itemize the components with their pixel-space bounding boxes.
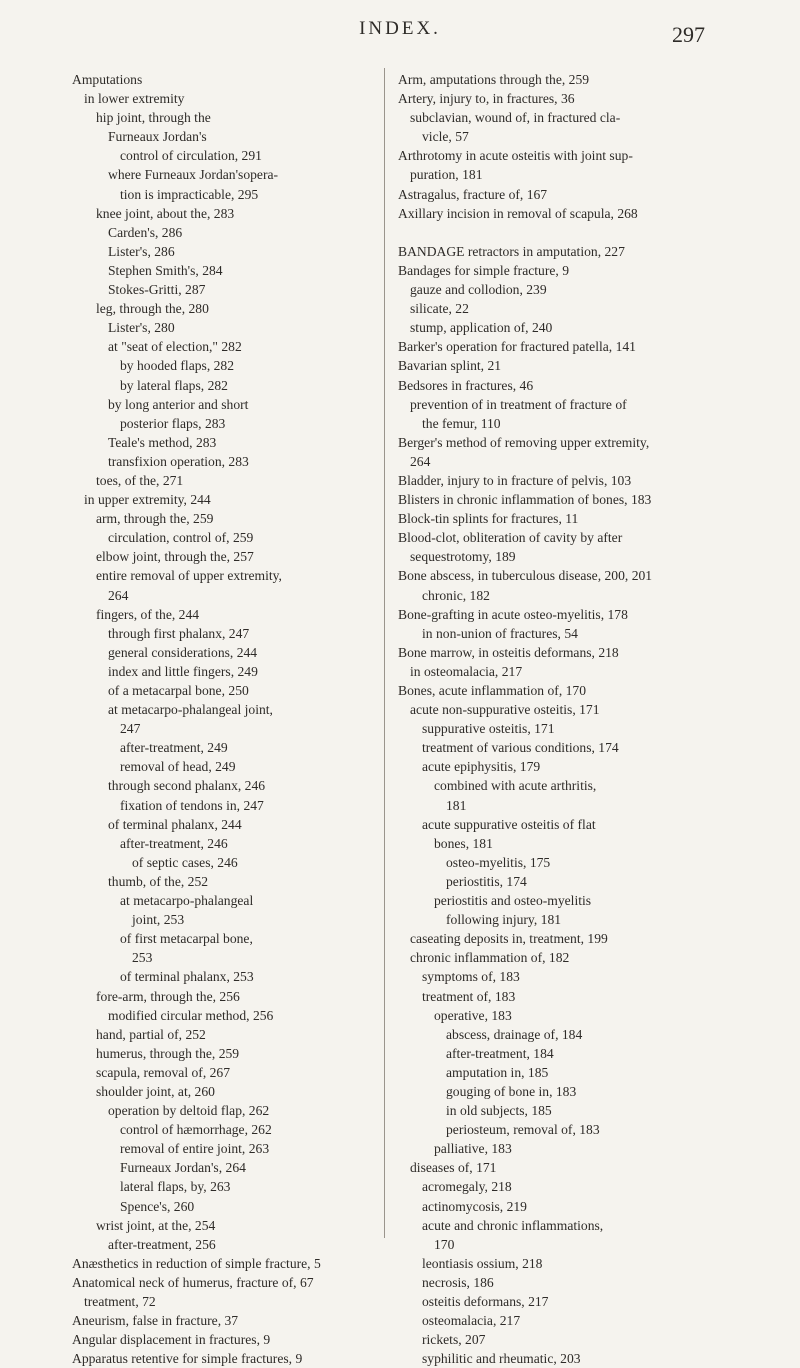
index-entry: in osteomalacia, 217 [410, 663, 523, 679]
index-entry: control of hæmorrhage, 262 [120, 1122, 272, 1138]
index-entry: leontiasis ossium, 218 [422, 1255, 543, 1271]
index-entry: by hooded flaps, 282 [120, 358, 235, 374]
index-entry: transfixion operation, 283 [108, 453, 249, 469]
index-entry: acromegaly, 218 [422, 1179, 512, 1195]
index-entry: 181 [446, 797, 467, 813]
index-entry: acute and chronic inflammations, [422, 1217, 604, 1233]
index-entry: Lister's, 286 [108, 243, 175, 259]
index-entry: Stephen Smith's, 284 [108, 262, 223, 278]
index-entry: toes, of the, 271 [96, 472, 184, 488]
index-entry: tion is impracticable, 295 [120, 186, 259, 202]
page-number: 297 [672, 22, 705, 47]
index-entry: Teale's method, 283 [108, 434, 217, 450]
index-entry: 264 [410, 453, 431, 469]
index-entry: general considerations, 244 [108, 644, 258, 660]
index-entry: of terminal phalanx, 253 [120, 969, 254, 985]
index-entry: Arm, amputations through the, 259 [398, 72, 590, 87]
index-entry: periostitis, 174 [446, 873, 527, 889]
index-entry: 170 [434, 1236, 455, 1252]
index-entry: prevention of in treatment of fracture of [410, 396, 627, 412]
index-entry: osteomalacia, 217 [422, 1313, 521, 1329]
index-entry: of first metacarpal bone, [120, 931, 253, 947]
index-entry: fore-arm, through the, 256 [96, 988, 240, 1004]
index-entry: periosteum, removal of, 183 [446, 1122, 600, 1138]
index-entry: sequestrotomy, 189 [410, 549, 516, 565]
index-entry: syphilitic and rheumatic, 203 [422, 1351, 581, 1367]
index-entry: scapula, removal of, 267 [96, 1064, 231, 1080]
index-entry: subclavian, wound of, in fractured cla- [410, 110, 621, 126]
index-entry: silicate, 22 [410, 301, 469, 317]
index-entry: after-treatment, 184 [446, 1045, 554, 1061]
index-entry: osteitis deformans, 217 [422, 1294, 549, 1309]
index-entry: elbow joint, through the, 257 [96, 549, 254, 565]
index-entry: thumb, of the, 252 [108, 873, 209, 889]
index-entry: chronic inflammation of, 182 [410, 950, 570, 966]
index-entry: treatment of, 183 [422, 988, 516, 1004]
index-entry: Bavarian splint, 21 [398, 358, 502, 374]
index-entry: hip joint, through the [96, 110, 211, 126]
index-entry: by long anterior and short [108, 396, 249, 412]
index-entry: the femur, 110 [422, 415, 501, 431]
index-entry: Blisters in chronic inflammation of bones, 183 [398, 492, 652, 508]
index-entry: joint, 253 [132, 912, 185, 928]
index-entry: in non-union of fractures, 54 [422, 625, 578, 641]
index-entry: humerus, through the, 259 [96, 1045, 240, 1061]
index-entry: amputation in, 185 [446, 1064, 549, 1080]
index-entry: suppurative osteitis, 171 [422, 721, 555, 737]
index-entry: 264 [108, 587, 129, 603]
index-entry: Bandages for simple fracture, 9 [398, 262, 569, 278]
index-entry: entire removal of upper extremity, [96, 568, 282, 584]
index-entry: stump, application of, 240 [410, 320, 553, 336]
index-entry: Arthrotomy in acute osteitis with joint sup- [398, 148, 633, 164]
index-entry: fixation of tendons in, 247 [120, 797, 264, 813]
index-entry: of terminal phalanx, 244 [108, 816, 242, 832]
index-entry: Axillary incision in removal of scapula, 268 [398, 205, 638, 221]
index-entry: Bedsores in fractures, 46 [398, 377, 534, 393]
index-entry: by lateral flaps, 282 [120, 377, 228, 393]
index-entry: knee joint, about the, 283 [96, 205, 235, 221]
index-entry: following injury, 181 [446, 912, 562, 928]
index-entry: Astragalus, fracture of, 167 [398, 186, 548, 202]
index-entry: after-treatment, 246 [120, 835, 228, 851]
index-entry: after-treatment, 249 [120, 740, 228, 756]
index-entry: acute non-suppurative osteitis, 171 [410, 702, 600, 718]
index-entry: palliative, 183 [434, 1141, 512, 1157]
index-entry: operation by deltoid flap, 262 [108, 1103, 270, 1119]
index-entry: operative, 183 [434, 1007, 512, 1023]
index-entry: Aneurism, false in fracture, 37 [72, 1313, 239, 1329]
index-entry: Carden's, 286 [108, 224, 183, 240]
running-title: INDEX. [359, 18, 441, 39]
index-entry: Furneaux Jordan's, 264 [120, 1160, 246, 1176]
index-entry: chronic, 182 [422, 587, 490, 603]
index-entry: circulation, control of, 259 [108, 530, 254, 546]
index-entry: Berger's method of removing upper extremity, [398, 434, 650, 450]
index-entry: treatment of various conditions, 174 [422, 740, 619, 756]
left-index-column [72, 70, 390, 1368]
index-entry: Anæsthetics in reduction of simple fracture, 5 [72, 1255, 321, 1271]
index-entry: caseating deposits in, treatment, 199 [410, 931, 608, 947]
index-entry: treatment, 72 [84, 1294, 156, 1309]
index-entry: arm, through the, 259 [96, 511, 214, 527]
index-entry: Apparatus retentive for simple fractures, 9 [72, 1351, 303, 1367]
index-entry: Bone marrow, in osteitis deformans, 218 [398, 644, 619, 660]
column-divider [384, 68, 385, 1238]
index-entry: at metacarpo-phalangeal [120, 893, 254, 909]
index-entry: acute epiphysitis, 179 [422, 759, 541, 775]
index-entry: control of circulation, 291 [120, 148, 262, 164]
index-entry: actinomycosis, 219 [422, 1198, 527, 1214]
index-entry: through first phalanx, 247 [108, 625, 250, 641]
index-entry: Angular displacement in fractures, 9 [72, 1332, 271, 1348]
index-entry: at "seat of election," 282 [108, 339, 242, 355]
index-entry: periostitis and osteo-myelitis [434, 893, 592, 909]
index-entry: Stokes-Gritti, 287 [108, 282, 206, 298]
index-entry: osteo-myelitis, 175 [446, 854, 551, 870]
index-entry: Spence's, 260 [120, 1198, 195, 1214]
index-entry: BANDAGE retractors in amputation, 227 [398, 243, 625, 259]
index-entry: shoulder joint, at, 260 [96, 1083, 215, 1099]
index-entry: diseases of, 171 [410, 1160, 497, 1176]
index-entry: abscess, drainage of, 184 [446, 1026, 583, 1042]
index-entry: gauze and collodion, 239 [410, 282, 547, 298]
index-entry: in old subjects, 185 [446, 1103, 552, 1119]
index-entry: Furneaux Jordan's [108, 129, 207, 145]
index-entry: acute suppurative osteitis of flat [422, 816, 596, 832]
index-entry: Bladder, injury to in fracture of pelvis, 103 [398, 472, 632, 488]
index-entry: bones, 181 [434, 835, 493, 851]
index-entry: of septic cases, 246 [132, 854, 238, 870]
index-entry: Anatomical neck of humerus, fracture of, 67 [72, 1274, 314, 1290]
index-entry: 253 [132, 950, 153, 966]
index-entry: combined with acute arthritis, [434, 778, 597, 794]
index-entry: removal of entire joint, 263 [120, 1141, 270, 1157]
index-entry [398, 223, 716, 242]
index-entry: after-treatment, 256 [108, 1236, 216, 1252]
index-entry: necrosis, 186 [422, 1274, 494, 1290]
index-entry: rickets, 207 [422, 1332, 486, 1348]
index-entry: index and little fingers, 249 [108, 663, 258, 679]
index-entry: gouging of bone in, 183 [446, 1083, 577, 1099]
index-entry: Bone-grafting in acute osteo-myelitis, 178 [398, 606, 628, 622]
index-entry: Lister's, 280 [108, 320, 175, 336]
index-entry: Blood-clot, obliteration of cavity by after [398, 530, 623, 546]
index-entry: of a metacarpal bone, 250 [108, 683, 249, 698]
index-entry: Barker's operation for fractured patella, 141 [398, 339, 636, 355]
index-entry: through second phalanx, 246 [108, 778, 266, 794]
index-entry: fingers, of the, 244 [96, 606, 200, 622]
index-entry: in lower extremity [84, 91, 185, 107]
right-index-column [398, 70, 716, 1368]
page-header [0, 18, 800, 58]
index-entry: where Furneaux Jordan'sopera- [108, 167, 279, 183]
index-entry: 247 [120, 721, 141, 737]
index-entry: posterior flaps, 283 [120, 415, 226, 431]
index-entry: in upper extremity, 244 [84, 492, 211, 508]
index-entry: Artery, injury to, in fractures, 36 [398, 91, 575, 107]
index-entry: Bones, acute inflammation of, 170 [398, 683, 587, 698]
index-entry: leg, through the, 280 [96, 301, 209, 317]
index-entry: at metacarpo-phalangeal joint, [108, 702, 273, 718]
index-entry: symptoms of, 183 [422, 969, 520, 985]
index-entry: lateral flaps, by, 263 [120, 1179, 231, 1195]
index-entry: puration, 181 [410, 167, 483, 183]
index-entry: modified circular method, 256 [108, 1007, 274, 1023]
index-entry: hand, partial of, 252 [96, 1026, 206, 1042]
index-entry: Bone abscess, in tuberculous disease, 200, 201 [398, 568, 653, 584]
index-entry: removal of head, 249 [120, 759, 236, 775]
index-entry: vicle, 57 [422, 129, 469, 145]
index-entry: Block-tin splints for fractures, 11 [398, 511, 579, 527]
index-entry: wrist joint, at the, 254 [96, 1217, 216, 1233]
index-entry: Amputations [72, 72, 143, 87]
